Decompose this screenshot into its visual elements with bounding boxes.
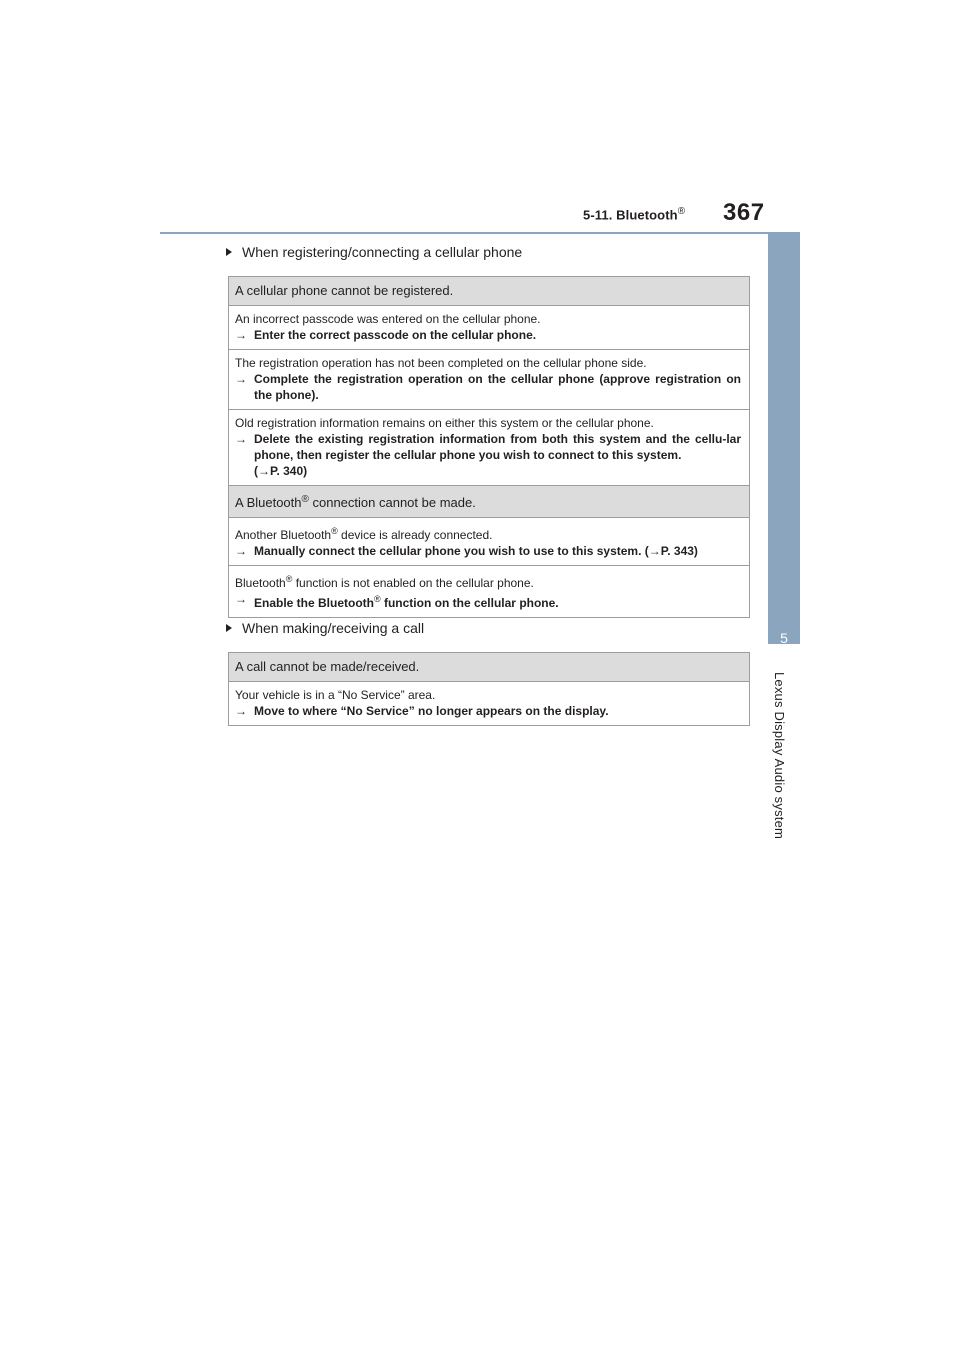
remedy-text: → Move to where “No Service” no longer appears on the display. xyxy=(235,704,609,718)
table-row xyxy=(229,409,749,485)
table-row xyxy=(229,349,749,409)
registered-mark: ® xyxy=(677,206,686,217)
cause-text: Bluetooth® function is not enabled on the cellular phone. xyxy=(235,574,534,590)
remedy-text: → Complete the registration operation on the cellular phone (approve registration on the phone). xyxy=(235,372,741,402)
troubleshooting-table-registration xyxy=(228,276,750,618)
subheading-registering: When registering/connecting a cellular phone xyxy=(226,244,522,260)
chapter-tab xyxy=(768,234,800,644)
registered-mark: ® xyxy=(285,574,293,584)
table-group-heading: A Bluetooth® connection cannot be made. xyxy=(229,485,749,517)
page-reference[interactable]: P. 340 xyxy=(270,464,304,478)
page-reference[interactable]: P. 343 xyxy=(660,544,694,558)
table-row xyxy=(229,305,749,349)
remedy-text: → Enable the Bluetooth® function on the cellular phone. xyxy=(235,592,559,610)
cause-text: Another Bluetooth® device is already connected. xyxy=(235,526,493,542)
table-group-heading: A call cannot be made/received. xyxy=(229,653,749,681)
remedy-text: → Manually connect the cellular phone you wish to use to this system. (→P. 343) xyxy=(235,544,698,558)
arrow-icon: → xyxy=(235,432,247,446)
arrow-icon: → xyxy=(258,464,270,478)
cause-text: The registration operation has not been completed on the cellular phone side. xyxy=(235,356,647,370)
registered-mark: ® xyxy=(301,494,309,505)
chapter-label: Lexus Display Audio system xyxy=(772,672,787,840)
arrow-icon: → xyxy=(235,372,247,386)
triangle-bullet-icon xyxy=(226,248,232,256)
remedy-text: → Delete the existing registration information from both this system and the cellu-lar phone, then register the cellular phone you wish to connect to this system. (→P. 340) xyxy=(235,432,741,478)
arrow-icon: → xyxy=(235,704,247,718)
registered-mark: ® xyxy=(331,526,338,536)
table-row xyxy=(229,517,749,565)
table-group-heading: A cellular phone cannot be registered. xyxy=(229,277,749,305)
chapter-number: 5 xyxy=(780,630,788,646)
remedy-text: → Enter the correct passcode on the cellular phone. xyxy=(235,328,537,342)
arrow-icon: → xyxy=(648,544,661,558)
section-title: 5-11. Bluetooth® xyxy=(583,206,686,223)
table-row xyxy=(229,565,749,617)
arrow-icon: → xyxy=(235,544,247,558)
subheading-calling: When making/receiving a call xyxy=(226,620,424,636)
cause-text: An incorrect passcode was entered on the cellular phone. xyxy=(235,312,541,326)
registered-mark: ® xyxy=(374,594,381,604)
arrow-icon: → xyxy=(235,592,247,606)
table-row xyxy=(229,681,749,725)
cause-text: Your vehicle is in a “No Service” area. xyxy=(235,688,436,702)
cause-text: Old registration information remains on either this system or the cellular phone. xyxy=(235,416,654,430)
triangle-bullet-icon xyxy=(226,624,232,632)
arrow-icon: → xyxy=(235,328,247,342)
page-number: 367 xyxy=(723,199,765,226)
troubleshooting-table-calls xyxy=(228,652,750,726)
header-divider xyxy=(160,232,800,234)
